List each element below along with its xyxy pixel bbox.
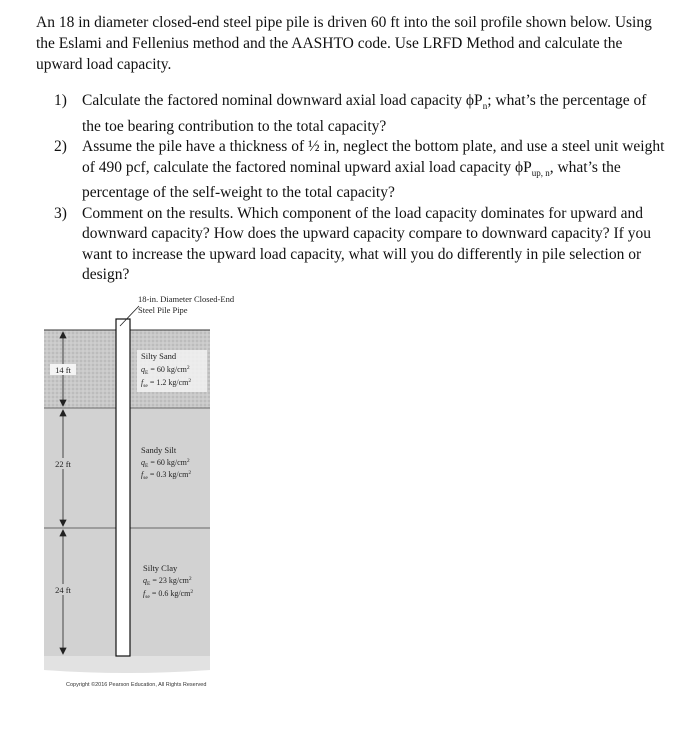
question-text: Comment on the results. Which component of the load capacity dominates for upward and downward capacity? How does the upward capacity compare to downward capacity? If you want to increase the upward load capacity, what will you do differently in pile selection or design? xyxy=(82,204,651,284)
fs-subscript: se xyxy=(143,475,148,481)
question-number: 2) xyxy=(54,138,67,156)
qe-value: = 60 kg/cm xyxy=(148,365,187,374)
qe-subscript: E xyxy=(147,581,151,587)
fs-value: = 0.6 kg/cm xyxy=(149,589,191,598)
layer-thickness-3: 24 ft xyxy=(55,585,71,595)
subscript: n xyxy=(482,101,488,112)
qe-subscript: E xyxy=(145,370,149,376)
fs-subscript: se xyxy=(145,594,150,600)
unit-superscript: 2 xyxy=(188,470,192,476)
qe-subscript: E xyxy=(145,463,149,469)
layer-thickness-1: 14 ft xyxy=(55,365,71,375)
pile-label-line-1: 18-in. Diameter Closed-End xyxy=(138,294,235,304)
question-text: ; what’s the percentage of the toe bearing contribution to the total capacity? xyxy=(82,92,647,135)
ground-fade xyxy=(44,656,210,673)
subscript: up, n xyxy=(531,167,550,178)
fs-symbol: f xyxy=(143,589,146,598)
pile-label-line-2: Steel Pile Pipe xyxy=(138,305,188,315)
pile xyxy=(116,319,130,656)
fs-symbol: f xyxy=(141,470,144,479)
qe-value: = 23 kg/cm xyxy=(150,576,189,585)
unit-superscript: 2 xyxy=(186,458,190,464)
layer-name-1: Silty Sand xyxy=(141,351,177,361)
unit-superscript: 2 xyxy=(188,576,192,582)
unit-superscript: 2 xyxy=(186,365,190,371)
unit-superscript: 2 xyxy=(190,589,194,595)
fs-subscript: se xyxy=(143,383,148,389)
question-number: 3) xyxy=(54,204,67,222)
question-text: Assume the pile have a thickness of ½ in, neglect the bottom plate, and use a steel unit weight of 490 pcf, calculate the factored nominal upward axial load capacity ϕP xyxy=(82,138,665,176)
qe-symbol: q xyxy=(141,458,145,467)
layer-name-3: Silty Clay xyxy=(143,563,178,573)
fs-symbol: f xyxy=(141,378,144,387)
unit-superscript: 2 xyxy=(188,378,192,384)
qe-symbol: q xyxy=(141,365,145,374)
qe-value: = 60 kg/cm xyxy=(148,458,187,467)
question-text: Calculate the factored nominal downward axial load capacity ϕP xyxy=(82,92,483,109)
layer-name-2: Sandy Silt xyxy=(141,445,177,455)
qe-symbol: q xyxy=(143,576,147,585)
question-text: , what’s the percentage of the self-weight to the total capacity? xyxy=(82,158,621,202)
intro-text: An 18 in diameter closed-end steel pipe pile is driven 60 ft into the soil profile shown below. Using the Eslami and Fellenius method and the AASHTO code. Use LRFD Method and calculate the upward load capacity. xyxy=(36,14,652,73)
copyright-notice: Copyright ©2016 Pearson Education, All Rights Reserved xyxy=(66,682,207,688)
layer-thickness-2: 22 ft xyxy=(55,459,71,469)
fs-value: = 1.2 kg/cm xyxy=(147,378,189,387)
fs-value: = 0.3 kg/cm xyxy=(147,470,189,479)
question-number: 1) xyxy=(54,92,67,109)
